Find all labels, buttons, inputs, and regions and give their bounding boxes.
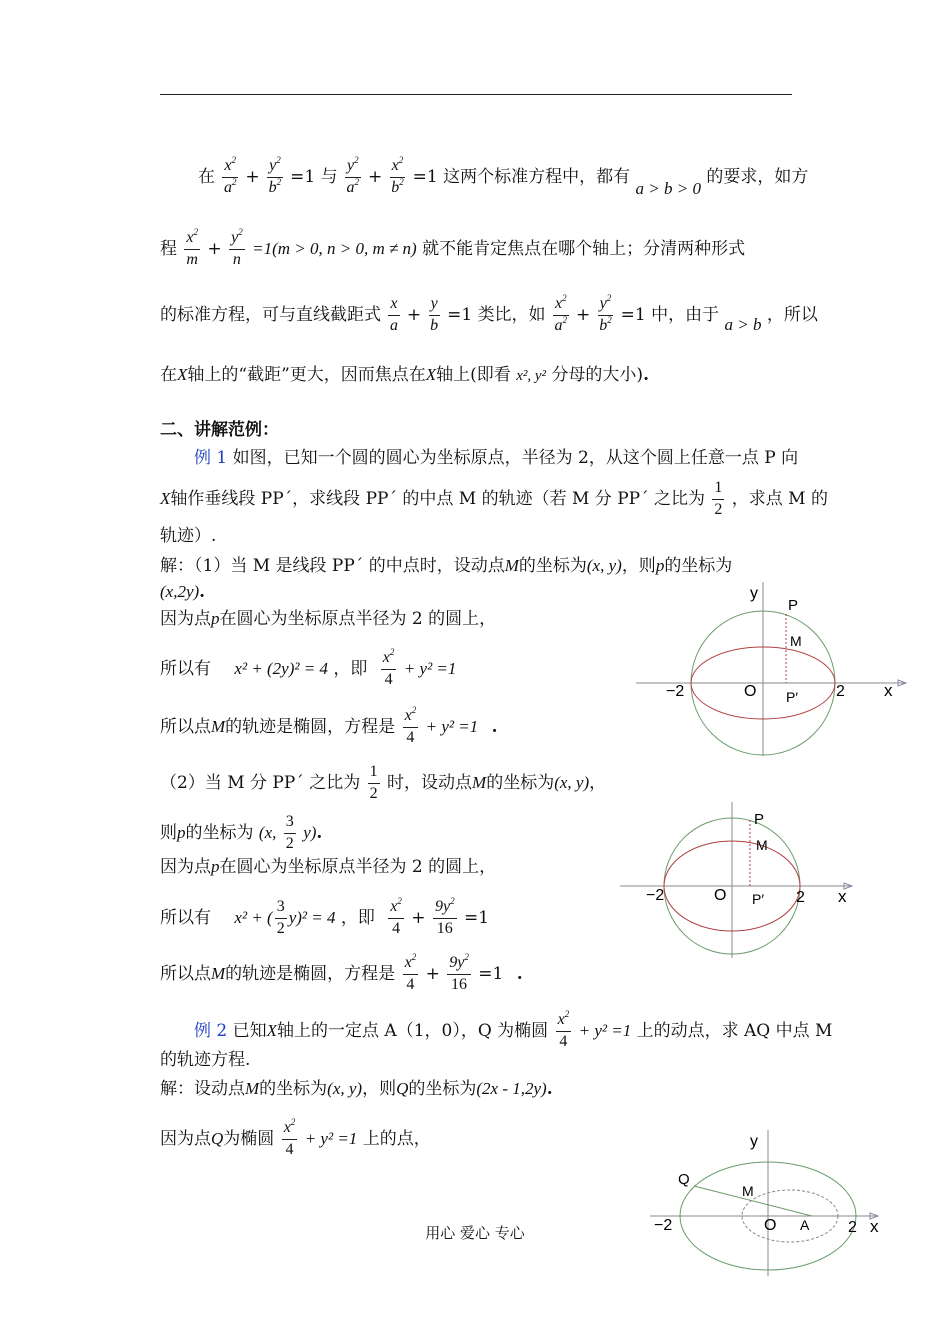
fig3-label-m: M	[742, 1183, 754, 1199]
frac-x2-b2: $\frac{x^2}{b^2}$	[391, 155, 404, 196]
solution1-line-5: 所以点M的轨迹是椭圆，方程是 $\frac{x^2}{4}$ + y² =1 .	[160, 705, 498, 746]
intro-line-1: 在 $\frac{x^2}{a^2}$ + $\frac{y^2}{b^2}$ =1 与 $\frac{y^2}{a^2}$ + $\frac{x^2}{b^2}$ =1 这两个标准方程中，都有 a > b > 0 的要求，如方	[198, 155, 809, 198]
solution2-line-1: 解：设动点M的坐标为(x, y)，则Q的坐标为(2x - 1,2y).	[160, 1079, 553, 1099]
fig1-label-pprime: P′	[786, 689, 798, 705]
frac-y2-n: $\frac{y^2}{n}$	[231, 227, 243, 268]
fig2-label-neg2: −2	[646, 887, 665, 904]
fig2-label-pos2: 2	[796, 889, 805, 906]
example1-line-2: X轴作垂线段 PP´，求线段 PP´ 的中点 M 的轨迹（若 M 分 PP´ 之比为 $\frac{1}{2}$ ，求点 M 的	[160, 479, 828, 518]
fig3-label-pos2: 2	[848, 1219, 857, 1236]
fig2-label-x: x	[838, 887, 847, 906]
frac-y2-b2: $\frac{y^2}{b^2}$	[268, 155, 282, 196]
solution1-line-4: 所以有 x² + (2y)² = 4 ，即 $\frac{x^2}{4}$ + y² =1	[160, 647, 457, 688]
fig3-label-neg2: −2	[654, 1217, 673, 1234]
frac-x2-a2: $\frac{x^2}{a^2}$	[223, 155, 237, 196]
fig2-label-p: P	[754, 811, 765, 828]
solution2-line-2: 因为点Q为椭圆 $\frac{x^2}{4}$ + y² =1 上的点，	[160, 1117, 431, 1158]
intro-line-3: 的标准方程，可与直线截距式 $\frac{x}{a}$ + $\frac{y}{b}$ =1 类比，如 $\frac{x^2}{a^2}$ + $\frac{y^2}{b^2}$ =1 中，由于 a > b ，所以	[160, 293, 818, 334]
example1-line-1: 例 1 如图，已知一个圆的圆心为坐标原点，半径为 2，从这个圆上任意一点 P 向	[194, 448, 799, 468]
solution1-part2-line-4: 所以有 x² + ( $\frac{3}{2}$ y)² = 4 ，即 $\frac{x^2}{4}$ + $\frac{9y^2}{16}$ =1	[160, 896, 490, 937]
fig2-label-pprime: P′	[752, 891, 764, 907]
figure2-diagram	[620, 800, 860, 960]
frac-y-b: $\frac{y}{b}$	[430, 295, 439, 334]
solution1-line-2: (x,2y).	[160, 582, 206, 602]
solution1-line-3: 因为点p在圆心为坐标原点半径为 2 的圆上，	[160, 609, 497, 629]
fig3-label-q: Q	[678, 1171, 690, 1188]
intro-line-4: 在X轴上的“截距”更大，因而焦点在X轴上(即看 x², y² 分母的大小).	[160, 365, 649, 385]
example1-line-3: 轨迹）.	[160, 526, 217, 546]
fig1-label-y: y	[750, 585, 758, 602]
frac-x-a: $\frac{x}{a}$	[389, 295, 398, 334]
solution1-part2-line-1: （2）当 M 分 PP´ 之比为 $\frac{1}{2}$ 时，设动点M的坐标为(x, y)，	[160, 763, 607, 802]
intro-line-2: 程 $\frac{x^2}{m}$ + $\frac{y^2}{n}$ =1(m > 0, n > 0, m ≠ n) 就不能肯定焦点在哪个轴上；分清两种形式	[160, 227, 746, 268]
solution1-part2-line-3: 因为点p在圆心为坐标原点半径为 2 的圆上，	[160, 857, 497, 877]
fig1-label-p: P	[788, 597, 799, 614]
fig1-label-neg2: −2	[666, 683, 685, 700]
header-rule	[160, 94, 792, 95]
example2-label: 例 2	[194, 1020, 228, 1041]
solution1-part2-line-2: 则p的坐标为 (x, $\frac{3}{2}$ y).	[160, 813, 323, 852]
fig3-label-x: x	[870, 1217, 879, 1236]
page-footer: 用心 爱心 专心	[425, 1224, 525, 1242]
fig1-label-o: O	[744, 683, 757, 700]
example2-line-1: 例 2 已知X轴上的一定点 A（1，0），Q 为椭圆 $\frac{x^2}{4}$ + y² =1 上的动点，求 AQ 中点 M	[194, 1009, 833, 1050]
fig1-label-x: x	[884, 681, 893, 700]
example1-label: 例 1	[194, 448, 228, 468]
fig3-label-y: y	[750, 1133, 758, 1150]
solution1-part2-line-5: 所以点M的轨迹是椭圆，方程是 $\frac{x^2}{4}$ + $\frac{9y^2}{16}$ =1 .	[160, 952, 523, 993]
fig3-label-o: O	[764, 1217, 777, 1234]
example2-line-2: 的轨迹方程.	[160, 1050, 251, 1070]
solution1-line-1: 解：（1）当 M 是线段 PP´ 的中点时，设动点M的坐标为(x, y)，则p的坐标为	[160, 556, 733, 576]
section-title: 二、讲解范例：	[160, 420, 279, 440]
frac-x2-m: $\frac{x^2}{m}$	[186, 227, 199, 268]
fig2-label-o: O	[714, 887, 727, 904]
fig2-label-m: M	[756, 837, 768, 853]
figure1-diagram	[636, 578, 912, 764]
fig3-label-a: A	[800, 1217, 810, 1233]
fig1-label-m: M	[790, 633, 802, 649]
frac-y2-a2: $\frac{y^2}{a^2}$	[346, 155, 360, 196]
figure3-diagram	[650, 1128, 890, 1278]
fig1-label-pos2: 2	[836, 683, 845, 700]
